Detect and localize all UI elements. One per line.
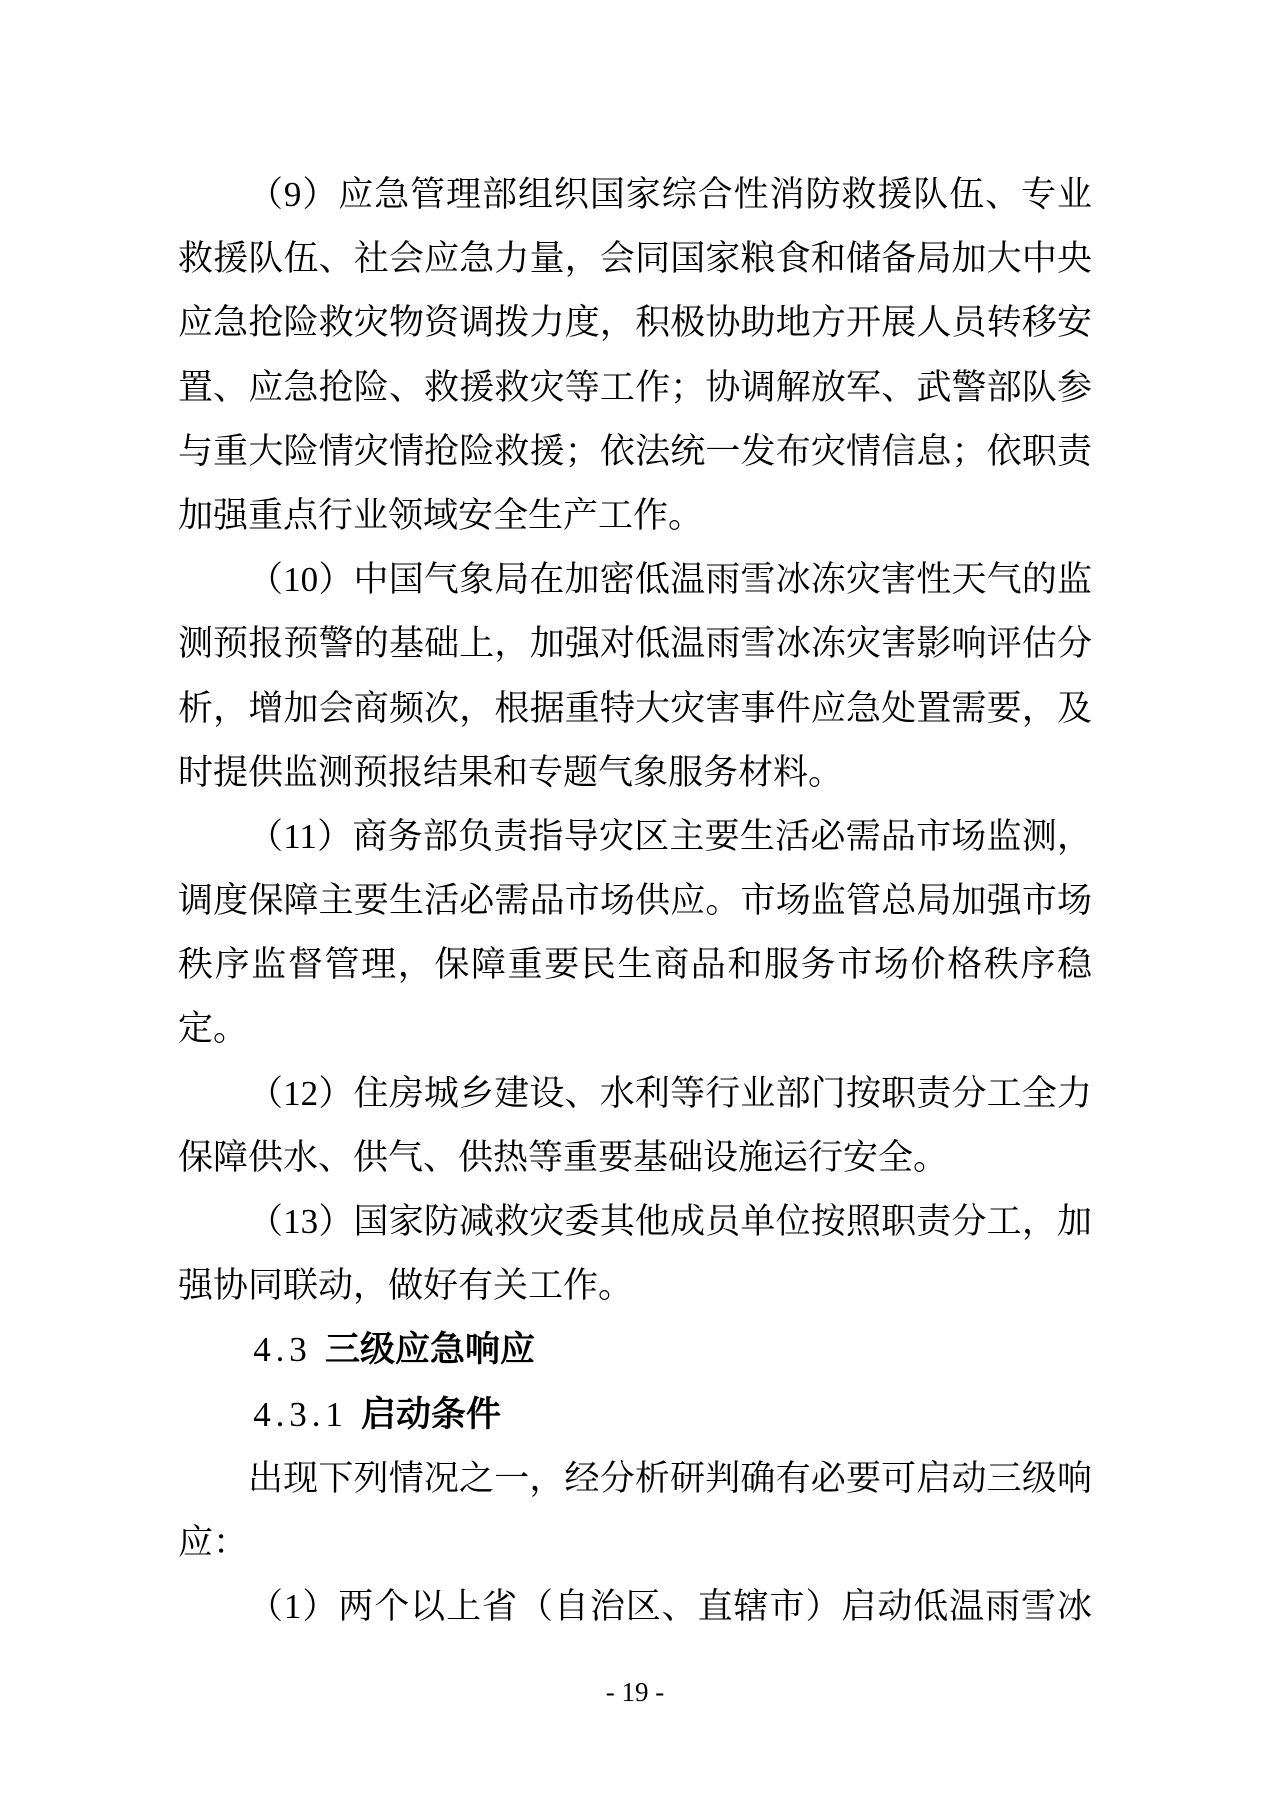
heading-number: 4.3 [253, 1330, 312, 1370]
section-heading [178, 1383, 1092, 1447]
text-line: 强协同联动，做好有关工作。 [178, 1266, 634, 1306]
text-line: 与重大险情灾情抢险救援；依法统一发布灾情信息；依职责 [178, 431, 1092, 471]
text-line: 加强重点行业领域安全生产工作。 [178, 495, 704, 535]
text-line: 调度保障主要生活必需品市场供应。市场监管总局加强市场 [178, 881, 1092, 921]
text-line: （12）住房城乡建设、水利等行业部门按职责分工全力 [248, 1073, 1092, 1113]
heading-title: 三级应急响应 [325, 1330, 536, 1370]
text-line: （1）两个以上省（自治区、直辖市）启动低温雨雪冰 [248, 1587, 1092, 1627]
text-line: 出现下列情况之一，经分析研判确有必要可启动三级响 [248, 1458, 1092, 1498]
document-body [178, 163, 1092, 1639]
text-line: （10）中国气象局在加密低温雨雪冰冻灾害性天气的监 [248, 560, 1092, 600]
heading-title: 启动条件 [361, 1394, 502, 1434]
section-heading [178, 1318, 1092, 1382]
text-line: 应急抢险救灾物资调拨力度，积极协助地方开展人员转移安 [178, 303, 1092, 343]
text-line: （13）国家防减救灾委其他成员单位按照职责分工，加 [248, 1202, 1092, 1241]
text-line: 测预报预警的基础上，加强对低温雨雪冰冻灾害影响评估分 [178, 624, 1092, 664]
text-line: 保障供水、供气、供热等重要基础设施运行安全。 [178, 1137, 949, 1177]
text-line: 救援队伍、社会应急力量，会同国家粮食和储备局加大中央 [178, 239, 1092, 279]
text-line: 应： [178, 1522, 249, 1562]
text-line: （9）应急管理部组织国家综合性消防救援队伍、专业 [248, 175, 1092, 214]
text-line: 时提供监测预报结果和专题气象服务材料。 [178, 752, 844, 792]
text-line: 秩序监督管理，保障重要民生商品和服务市场价格秩序稳 [178, 945, 1092, 985]
text-line: （11）商务部负责指导灾区主要生活必需品市场监测， [248, 816, 1092, 856]
text-line: 析，增加会商频次，根据重特大灾害事件应急处置需要，及 [178, 688, 1092, 728]
heading-number: 4.3.1 [253, 1394, 348, 1434]
text-line: 定。 [178, 1009, 249, 1049]
text-line: 置、应急抢险、救援救灾等工作；协调解放军、武警部队参 [178, 367, 1092, 407]
page-number: - 19 - [605, 1677, 665, 1707]
